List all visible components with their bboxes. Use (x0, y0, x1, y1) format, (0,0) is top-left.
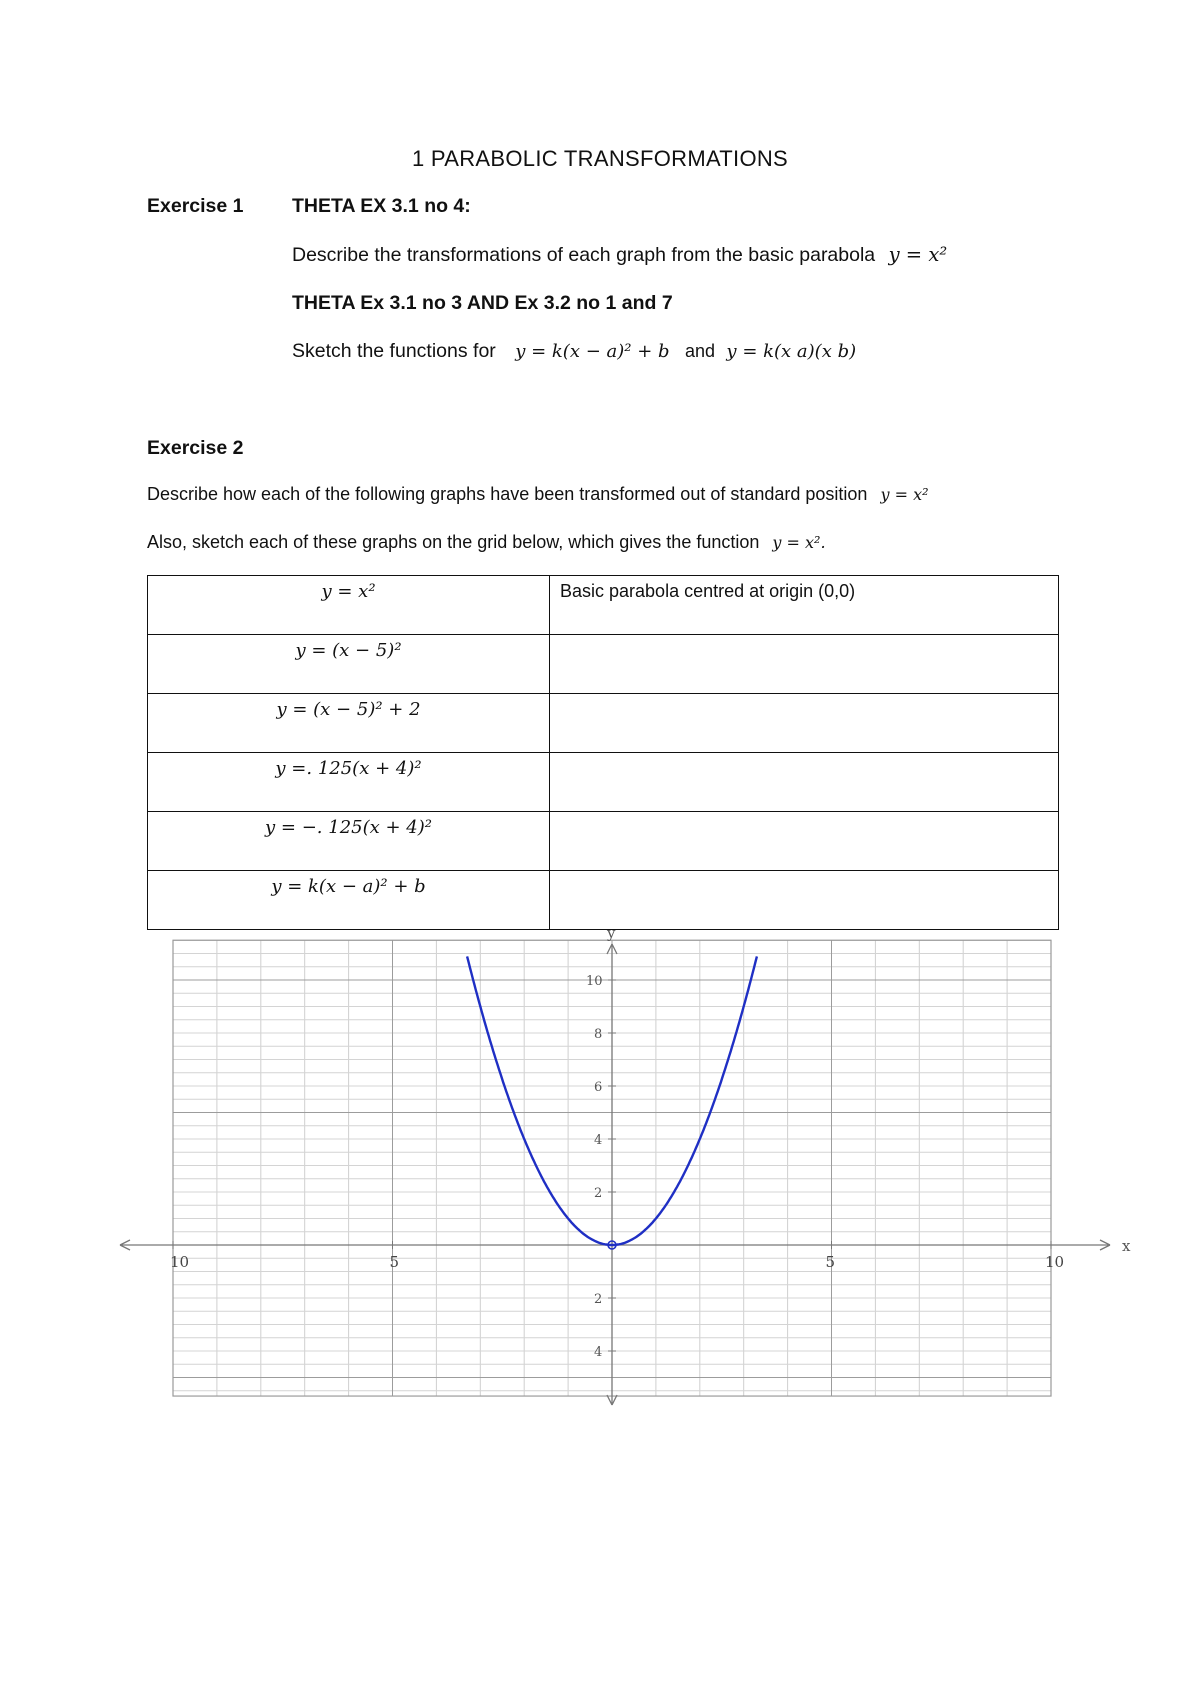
description-cell[interactable]: Basic parabola centred at origin (0,0) (550, 576, 1059, 635)
equation-cell: y =. 125(x + 4)² (148, 753, 550, 812)
x-tick-label: 10 (170, 1253, 190, 1271)
y-tick-label: 2 (594, 1186, 603, 1201)
exercise1-ref: THETA EX 3.1 no 4: (292, 195, 471, 217)
exercise1-and: and (684, 341, 715, 361)
exercise2-line1-text: Describe how each of the following graphs have been transformed out of standard position (147, 484, 868, 504)
page-title: 1 PARABOLIC TRANSFORMATIONS (411, 146, 789, 171)
y-tick-label: 6 (594, 1080, 603, 1095)
x-axis-label: x (1122, 1237, 1131, 1255)
exercise1-sketch-eq1: y = k(x − a)² + b (515, 341, 670, 362)
y-axis-label: y (607, 924, 616, 942)
x-tick-label: 10 (1045, 1253, 1065, 1271)
x-tick-label: 5 (825, 1253, 836, 1271)
exercise1-describe-text: Describe the transformations of each graph from the basic parabola (292, 244, 876, 266)
exercise2-line2-eq: y = x². (772, 533, 826, 552)
y-tick-label: 10 (586, 974, 603, 989)
equation-cell: y = (x − 5)² + 2 (148, 694, 550, 753)
exercise2-line1-eq: y = x² (880, 485, 929, 504)
exercise1-ref2: THETA Ex 3.1 no 3 AND Ex 3.2 no 1 and 7 (292, 292, 673, 314)
equation-cell: y = k(x − a)² + b (148, 871, 550, 930)
exercise1-sketch-eq2: y = k(x a)(x b) (726, 341, 857, 362)
exercise1-label: Exercise 1 (147, 195, 244, 217)
y-tick-label: 4 (594, 1345, 603, 1360)
exercise1-sketch-text: Sketch the functions for (292, 340, 496, 362)
y-tick-label: 8 (594, 1027, 603, 1042)
equation-cell: y = x² (148, 576, 550, 635)
exercise2-line2-text: Also, sketch each of these graphs on the grid below, which gives the function (147, 532, 760, 552)
y-tick-label: 4 (594, 1133, 603, 1148)
exercise1-describe-eq: y = x² (888, 243, 948, 266)
equation-cell: y = −. 125(x + 4)² (148, 812, 550, 871)
equation-cell: y = (x − 5)² (148, 635, 550, 694)
exercise2-label: Exercise 2 (147, 437, 244, 459)
y-tick-label: 2 (594, 1292, 603, 1307)
x-tick-label: 5 (389, 1253, 400, 1271)
